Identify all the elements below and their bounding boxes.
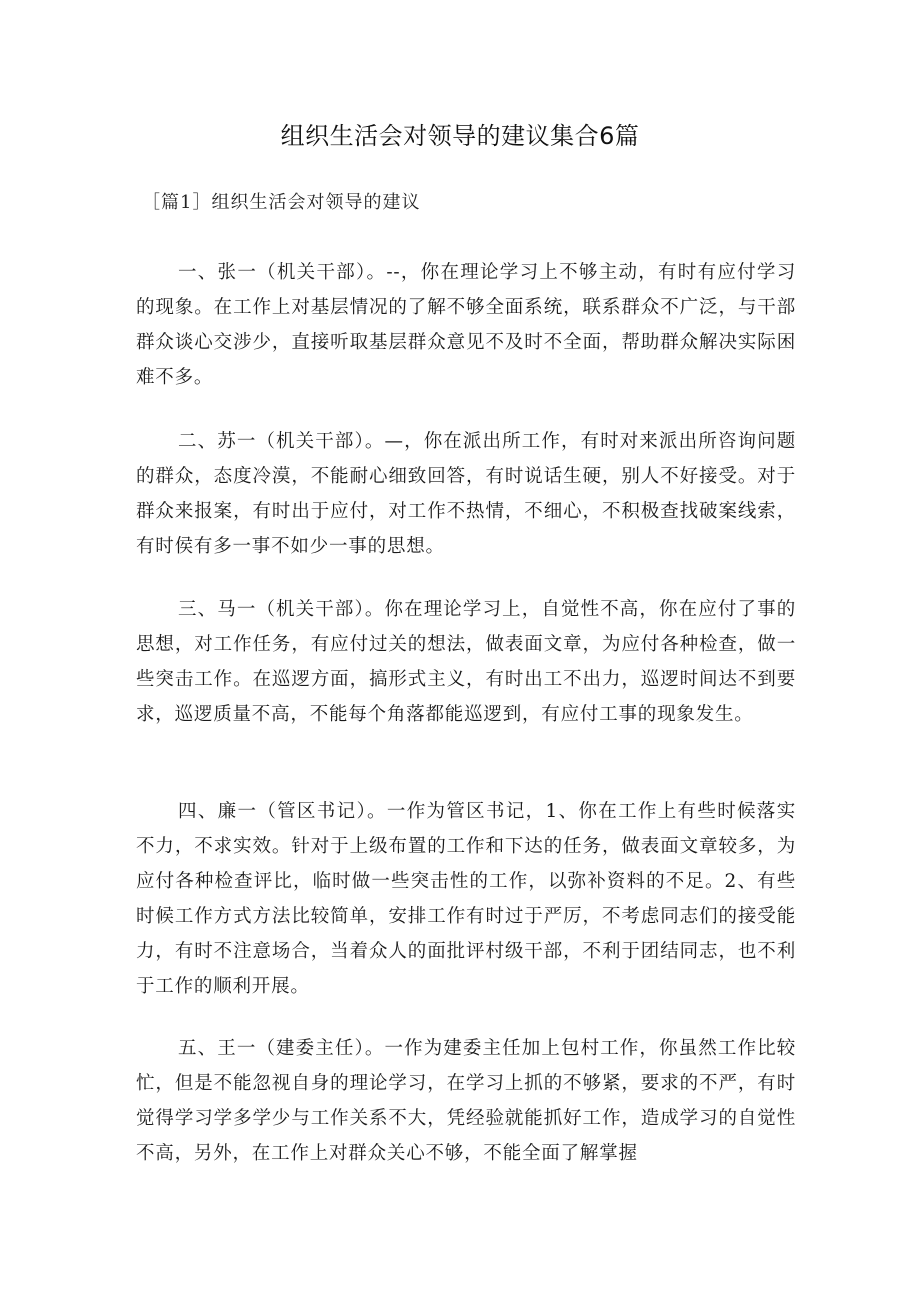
paragraph-ma: 三、马一（机关干部）。你在理论学习上，自觉性不高，你在应付了事的思想，对工作任务，有应付过关的想法，做表面文章，为应付各种检查，做一些突击工作。在巡逻方面，搞形式主义，有时出工不出力，巡逻时间达不到要求，巡逻质量不高，不能每个角落都能巡逻到，有应付工事的现象发生。 [136,599,796,725]
paragraph-wang: 五、王一（建委主任）。一作为建委主任加上包村工作，你虽然工作比较忙，但是不能忽视自身的理论学习，在学习上抓的不够紧，要求的不严，有时觉得学习学多学少与工作关系不大，凭经验就能抓好工作，造成学习的自觉性不高，另外，在工作上对群众关心不够，不能全面了解掌握 [136,1038,796,1164]
document-title: 组织生活会对领导的建议集合6篇 [280,122,640,150]
section-heading: ［篇1］组织生活会对领导的建议 [142,192,421,213]
paragraph-lian: 四、廉一（管区书记）。一作为管区书记，1、你在工作上有些时候落实不力，不求实效。针对于上级布置的工作和下达的任务，做表面文章较多，为应付各种检查评比，临时做一些突击性的工作，以弥补资料的不足。2、有些时候工作方式方法比较简单，安排工作有时过于严厉，不考虑同志们的接受能力，有时不注意场合，当着众人的面批评村级干部，不利于团结同志，也不利于工作的顺利开展。 [136,801,796,997]
paragraph-su: 二、苏一（机关干部）。—，你在派出所工作，有时对来派出所咨询问题的群众，态度冷漠，不能耐心细致回答，有时说话生硬，别人不好接受。对于群众来报案，有时出于应付，对工作不热情，不细心，不积极查找破案线索，有时侯有多一事不如少一事的思想。 [136,431,796,557]
paragraph-zhang: 一、张一（机关干部）。--，你在理论学习上不够主动，有时有应付学习的现象。在工作上对基层情况的了解不够全面系统，联系群众不广泛，与干部群众谈心交涉少，直接听取基层群众意见不及时不全面，帮助群众解决实际困难不多。 [136,262,796,388]
